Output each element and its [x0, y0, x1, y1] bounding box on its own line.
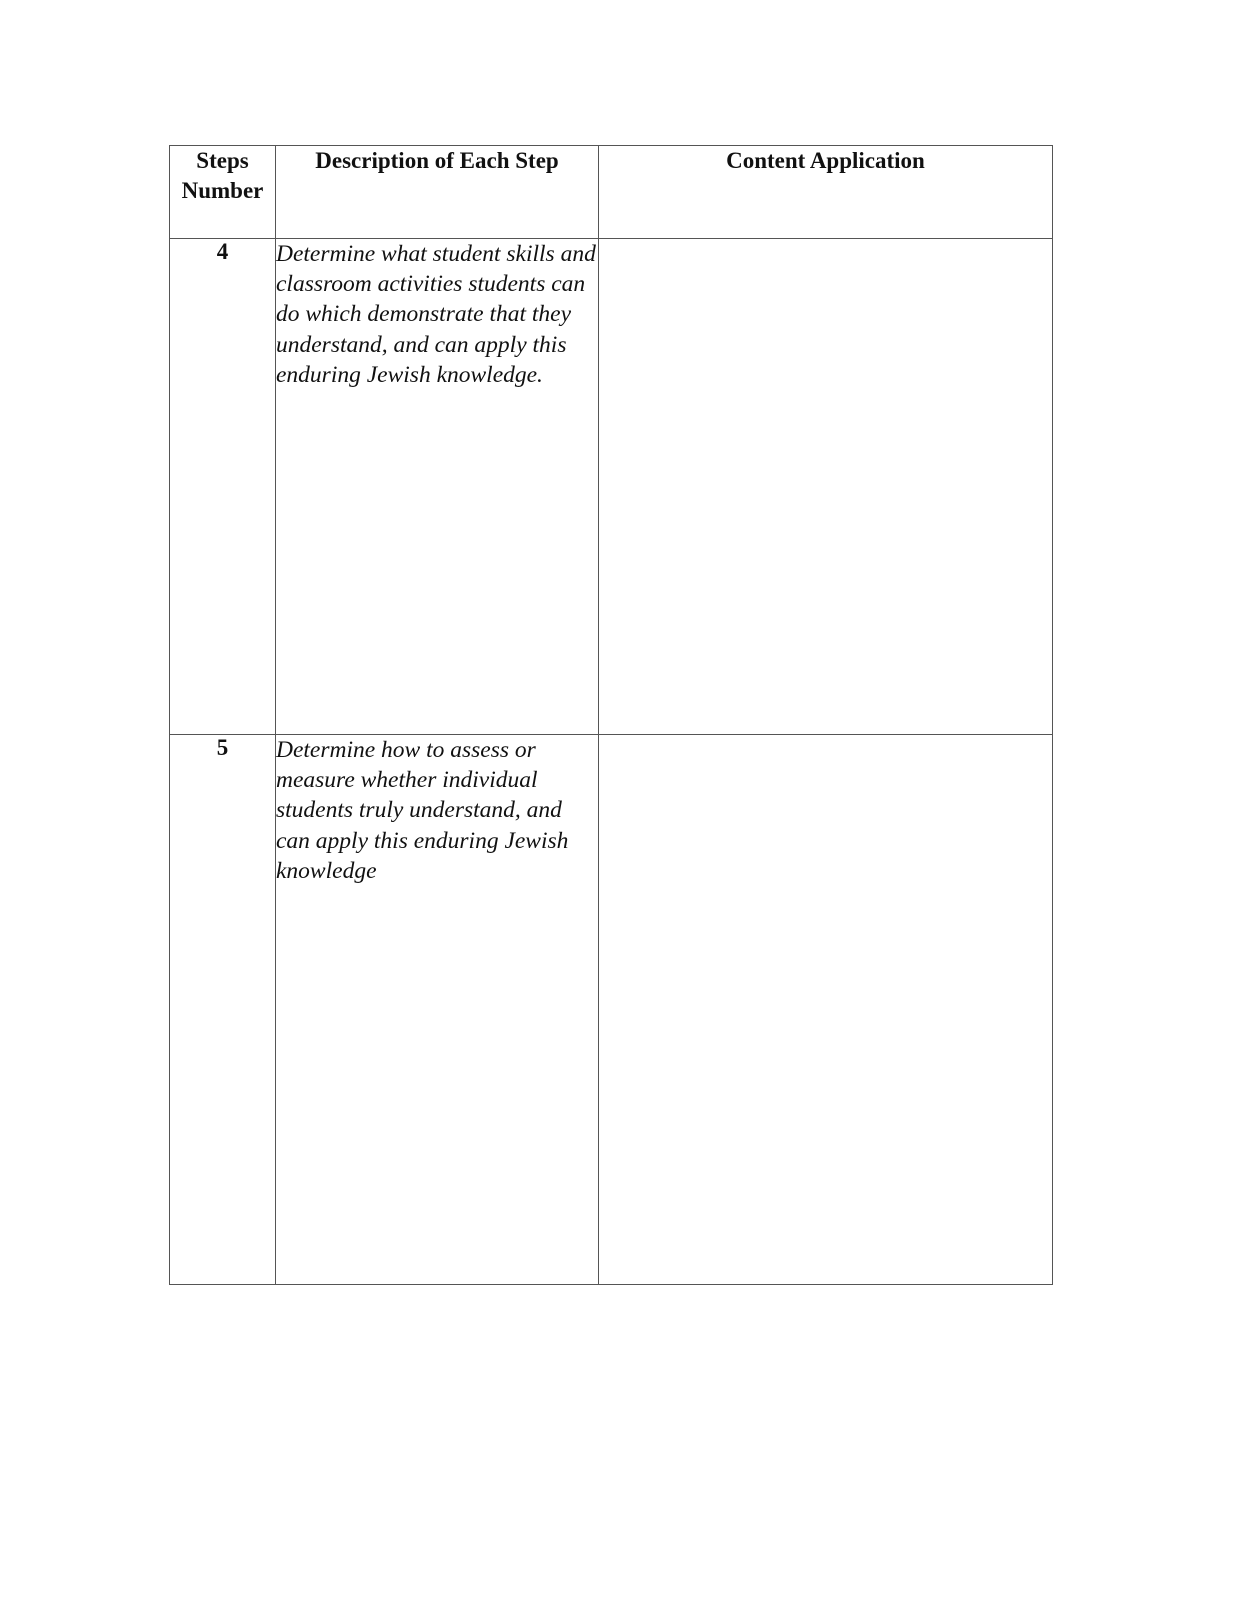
step-number: 5 [170, 735, 276, 1285]
table-row [170, 239, 1053, 735]
header-steps-number: Steps Number [170, 146, 276, 239]
header-content-application: Content Application [599, 146, 1053, 239]
table-row [170, 735, 1053, 1285]
table-header-row [170, 146, 1053, 239]
steps-table [169, 145, 1053, 1285]
content-application-cell [599, 239, 1053, 735]
step-number: 4 [170, 239, 276, 735]
step-description: Determine what student skills and classroom activities students can do which demonstrate that they understand, and can apply this enduring Jewish knowledge. [276, 239, 599, 735]
step-description: Determine how to assess or measure whether individual students truly understand, and can apply this enduring Jewish knowledge [276, 735, 599, 1285]
content-application-cell [599, 735, 1053, 1285]
header-description: Description of Each Step [276, 146, 599, 239]
